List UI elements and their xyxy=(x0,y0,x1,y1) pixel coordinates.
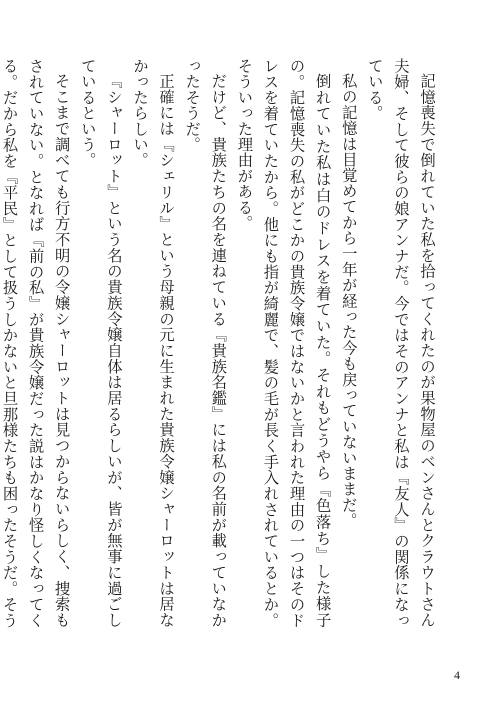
paragraph-6: 『シャーロット』という名の貴族令嬢自体は居るらしいが、皆が無事に過ごしているという。 xyxy=(78,58,123,628)
paragraph-1: 記憶喪失で倒れていた私を拾ってくれたのが果物屋のベンさんとクラウトさん夫婦、そして彼らの娘アンナだ。今ではそのアンナと私は『友人』の関係になっている。 xyxy=(365,58,436,628)
paragraph-4: だけど、貴族たちの名を連ねている『貴族名鑑』には私の名前が載っていなかったそうだ。 xyxy=(183,58,228,628)
vertical-text-block xyxy=(0,58,440,628)
paragraph-3: 倒れていた私は白のドレスを着ていた。それもどうやら『色落ち』した様子の。記憶喪失の私がどこかの貴族令嬢ではないかと言われた理由の一つはそのドレスを着ていたから。他にも指が綺麗で、髪の毛が長く手入れされているとか。そういった理由がある。 xyxy=(235,58,332,628)
paragraph-7: そこまで調べても行方不明の令嬢シャーロットは見つからないらしく、捜索もされていない。となれば『前の私』が貴族令嬢だった説はかなり怪しくなってくる。だから私を『平民』として扱うしかないと旦那様たちも困ったそうだ。そう xyxy=(0,58,71,628)
paragraph-2: 私の記憶は目覚めてから一年が経った今も戻っていないままだ。 xyxy=(339,73,358,529)
paragraph-5: 正確には『シェリル』という母親の元に生まれた貴族令嬢シャーロットは居なかったらしい。 xyxy=(130,58,176,628)
page-number: 4 xyxy=(454,668,460,682)
